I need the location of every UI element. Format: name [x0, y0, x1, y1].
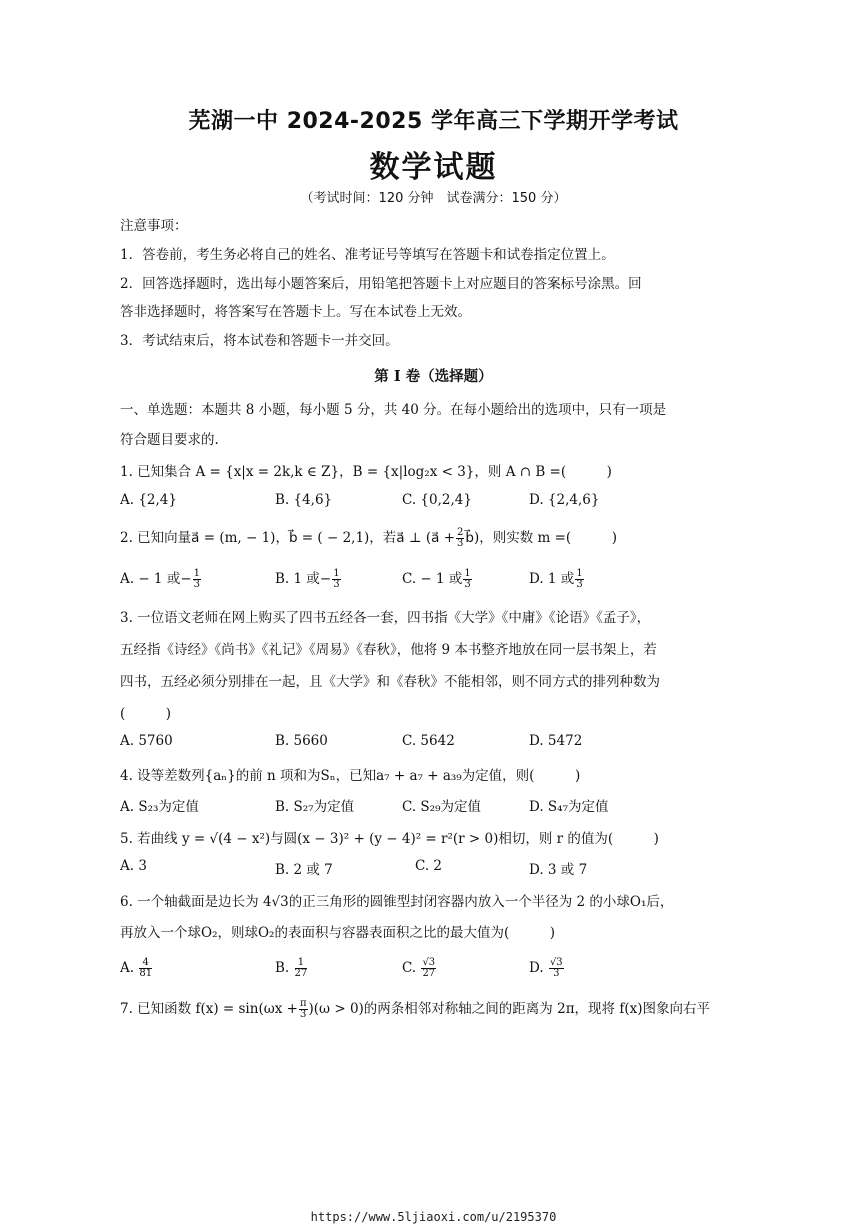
- option-text: D. 1 或: [529, 571, 575, 587]
- question-5-stem: 5. 若曲线 y = √(4 − x²)与圆(x − 3)² + (y − 4)² = r²(r > 0)相切，则 r 的值为( ): [120, 831, 659, 847]
- q6-option-a: [120, 958, 153, 979]
- question-3-line: 五经指《诗经》《尚书》《礼记》《周易》《春秋》，他将 9 本书整齐地放在同一层书架上，若: [120, 642, 657, 658]
- q2-option-c: [402, 567, 473, 590]
- q6-option-d: [529, 958, 565, 979]
- exam-title: 芜湖一中 2024-2025 学年高三下学期开学考试: [188, 109, 679, 134]
- q5-option-b: B. 2 或 7: [275, 862, 333, 878]
- q1-option-c: C. {0,2,4}: [402, 492, 472, 508]
- frac-numerator: 4: [139, 958, 152, 969]
- exam-info: （考试时间：120 分钟 试卷满分：150 分）: [300, 191, 567, 206]
- question-3-line: ( ): [120, 706, 172, 722]
- q2-fraction: [456, 528, 464, 549]
- frac-numerator: 1: [464, 568, 471, 579]
- q7-fraction: [299, 999, 308, 1020]
- question-2-stem: [120, 526, 617, 549]
- option-fraction: [549, 958, 564, 979]
- q6-option-b: [275, 958, 308, 979]
- q2-option-b: [275, 567, 342, 590]
- q6-option-c: [402, 958, 437, 979]
- q5-option-d: D. 3 或 7: [529, 862, 588, 878]
- option-text: C.: [402, 960, 421, 976]
- option-fraction: [295, 958, 308, 979]
- option-fraction: [575, 569, 583, 590]
- question-1-stem: 1. 已知集合 A = {x|x = 2k,k ∈ Z}，B = {x|log₂x < 3}，则 A ∩ B =( ): [120, 464, 612, 480]
- option-fraction: [463, 569, 471, 590]
- question-7-stem: [120, 997, 710, 1020]
- frac-denominator: 3: [457, 538, 464, 549]
- option-text: A.: [120, 960, 139, 976]
- frac-numerator: 1: [333, 568, 340, 579]
- section-intro: 符合题目要求的.: [120, 432, 219, 448]
- q2-stem-post: b⃗)，则实数 m =( ): [465, 530, 617, 546]
- q4-option-c: C. S₂₉为定值: [402, 799, 482, 815]
- frac-denominator: 3: [193, 579, 201, 590]
- q3-option-d: D. 5472: [529, 733, 583, 749]
- option-fraction: [193, 569, 201, 590]
- note-item: 1．答卷前，考生务必将自己的姓名、准考证号等填写在答题卡和试卷指定位置上。: [120, 247, 615, 263]
- note-item: 2．回答选择题时，选出每小题答案后，用铅笔把答题卡上对应题目的答案标号涂黑。回: [120, 276, 642, 292]
- frac-denominator: 3: [553, 968, 560, 979]
- q5-option-c: C. 2: [415, 858, 443, 874]
- section-title: 第 I 卷（选择题）: [374, 368, 493, 385]
- q1-option-d: D. {2,4,6}: [529, 492, 600, 508]
- question-3-line: 四书，五经必须分别排在一起，且《大学》和《春秋》不能相邻，则不同方式的排列种数为: [120, 674, 660, 690]
- option-text: C. − 1 或: [402, 571, 463, 587]
- q2-stem-pre: 2. 已知向量a⃗ = (m, − 1)，b⃗ = ( − 2,1)，若a⃗ ⊥ (a⃗ +: [120, 530, 456, 546]
- q1-option-a: A. {2,4}: [120, 492, 177, 508]
- q4-option-d: D. S₄₇为定值: [529, 799, 609, 815]
- option-fraction: [139, 958, 152, 979]
- q2-option-d: [529, 567, 585, 590]
- frac-denominator: 3: [576, 579, 583, 590]
- option-text: B.: [275, 960, 294, 976]
- frac-numerator: π: [299, 998, 307, 1009]
- q7-stem-pre: 7. 已知函数 f(x) = sin(ωx +: [120, 1001, 298, 1017]
- frac-denominator: 27: [422, 968, 436, 979]
- frac-denominator: 3: [333, 579, 340, 590]
- frac-numerator: √3: [549, 957, 563, 968]
- frac-numerator: 1: [295, 958, 308, 969]
- frac-denominator: 3: [300, 1009, 307, 1020]
- question-6-line: 再放入一个球O₂，则球O₂的表面积与容器表面积之比的最大值为( ): [120, 925, 555, 941]
- q3-option-b: B. 5660: [275, 733, 328, 749]
- frac-numerator: 1: [576, 568, 583, 579]
- note-item: 3．考试结束后，将本试卷和答题卡一并交回。: [120, 333, 399, 349]
- q2-option-a: [120, 567, 202, 590]
- option-fraction: [421, 958, 436, 979]
- q3-option-a: A. 5760: [120, 733, 173, 749]
- question-4-stem: 4. 设等差数列{aₙ}的前 n 项和为Sₙ，已知a₇ + a₇ + a₃₉为定值，则( ): [120, 768, 581, 784]
- q7-stem-post: )(ω > 0)的两条相邻对称轴之间的距离为 2π，现将 f(x)图象向右平: [308, 1001, 710, 1017]
- option-text: D.: [529, 960, 548, 976]
- option-text: A. − 1 或−: [120, 571, 192, 587]
- footer-url[interactable]: https://www.5ljiaoxi.com/u/2195370: [310, 1210, 557, 1224]
- q3-option-c: C. 5642: [402, 733, 455, 749]
- frac-numerator: √3: [422, 957, 436, 968]
- frac-numerator: 1: [193, 568, 201, 579]
- section-intro: 一、单选题：本题共 8 小题，每小题 5 分，共 40 分。在每小题给出的选项中，只有一项是: [120, 402, 667, 418]
- frac-denominator: 27: [294, 968, 308, 979]
- frac-numerator: 2: [457, 527, 464, 538]
- note-item: 答非选择题时，将答案写在答题卡上。写在本试卷上无效。: [120, 304, 471, 320]
- q1-option-b: B. {4,6}: [275, 492, 333, 508]
- frac-denominator: 3: [464, 579, 471, 590]
- question-6-line: 6. 一个轴截面是边长为 4√3的正三角形的圆锥型封闭容器内放入一个半径为 2 的小球O₁后，: [120, 894, 674, 910]
- notes-heading: 注意事项：: [120, 218, 188, 234]
- option-fraction: [332, 569, 340, 590]
- q4-option-b: B. S₂₇为定值: [275, 799, 355, 815]
- question-3-line: 3. 一位语文老师在网上购买了四书五经各一套，四书指《大学》《中庸》《论语》《孟子》，: [120, 610, 651, 626]
- option-text: B. 1 或−: [275, 571, 332, 587]
- q5-option-a: A. 3: [120, 858, 147, 874]
- subject-title: 数学试题: [369, 150, 498, 185]
- frac-denominator: 81: [139, 968, 153, 979]
- q4-option-a: A. S₂₃为定值: [120, 799, 199, 815]
